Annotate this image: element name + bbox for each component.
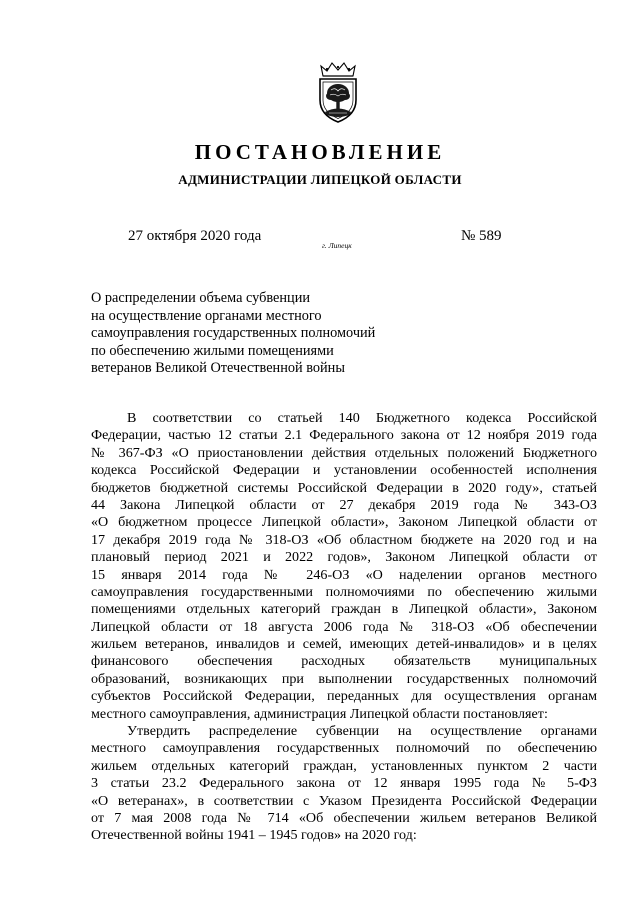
paragraph-line: кодекса Российской Федерации и установлении особенностей исполнения [91,462,597,479]
paragraph-line: плановый период 2021 и 2022 годов», Законом Липецкой области от [91,549,597,566]
subject-line: на осуществление органами местного [91,307,322,324]
paragraph-line: жильем отдельных категорий граждан, установленных пунктом 2 части [91,757,597,774]
paragraph-line: Липецкой области от 18 августа 2006 года № 318-ОЗ «Об обеспечении [91,618,597,635]
paragraph-line: 17 декабря 2019 года № 318-ОЗ «Об областном бюджете на 2020 год и на [91,531,597,548]
paragraph-line: образований, возникающих при выполнении государственных полномочий [91,670,597,687]
document-number: № 589 [461,228,502,244]
paragraph-line: В соответствии со статьей 140 Бюджетного кодекса Российской [127,410,597,426]
document-subject [91,290,411,378]
paragraph-line: «О ветеранах», в соответствии с Указом Президента Российской Федерации [91,792,597,809]
paragraph-line: местного самоуправления государственных полномочий по обеспечению [91,740,597,757]
subject-line: по обеспечению жилыми помещениями [91,342,334,359]
subject-line: О распределении объема субвенции [91,290,311,306]
paragraph-line: от 7 мая 2008 года № 714 «Об обеспечении жильем ветеранов Великой [91,809,597,826]
paragraph-line: 44 Закона Липецкой области от 27 декабря 2019 года № 343-ОЗ [91,496,597,513]
issuing-authority: АДМИНИСТРАЦИИ ЛИПЕЦКОЙ ОБЛАСТИ [178,172,462,187]
paragraph-line: Федерации, частью 12 статьи 2.1 Федерального закона от 12 ноября 2019 года [91,427,597,444]
paragraph-line: самоуправления государственными полномочиями по обеспечению жилыми [91,583,597,600]
paragraph-line: Отечественной войны 1941 – 1945 годов» на 2020 год: [91,827,417,844]
paragraph-line: местного самоуправления, администрация Липецкой области постановляет: [91,705,548,722]
paragraph-line: «О бюджетном процессе Липецкой области», Законом Липецкой области от [91,514,597,531]
paragraph-line: субъектов Российской Федерации, переданных для осуществления органам [91,688,597,705]
paragraph-line: финансового обеспечения расходных обязательств муниципальных [91,653,597,670]
paragraph-line: 15 января 2014 года № 246-ОЗ «О наделении органов местного [91,566,597,583]
paragraph-line: бюджетов бюджетной системы Российской Федерации в 2020 году», статьей [91,479,597,496]
document-date: 27 октября 2020 года [128,228,262,244]
paragraph-line: Утвердить распределение субвенции на осуществление органами [127,723,597,740]
paragraph-line: помещениями отдельных категорий граждан в Липецкой области», Законом [91,601,597,618]
document-body [91,410,597,845]
subject-line: ветеранов Великой Отечественной войны [91,360,345,376]
paragraph-line: № 367-ФЗ «О приостановлении действия отдельных положений Бюджетного [91,444,597,461]
paragraph-line: жильем ветеранов, инвалидов и семей, имеющих детей-инвалидов» и в целях [91,636,597,653]
subject-line: самоуправления государственных полномочий [91,325,376,341]
document-city: г. Липецк [322,241,352,250]
document-title: ПОСТАНОВЛЕНИЕ [194,140,446,164]
paragraph-line: 3 статьи 23.2 Федерального закона от 12 января 1995 года № 5-ФЗ [91,775,597,792]
lipetsk-coat-of-arms-icon [311,60,365,124]
